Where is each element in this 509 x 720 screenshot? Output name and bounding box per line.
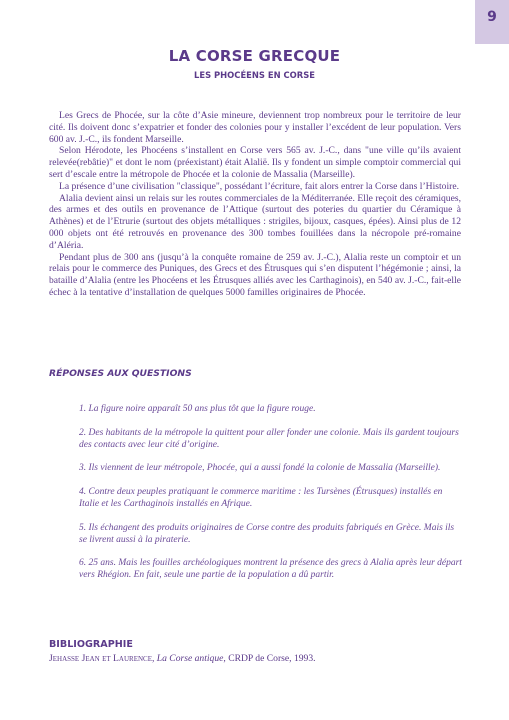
page-title: LA CORSE GRECQUE (168, 47, 341, 65)
answer-item: 6. 25 ans. Mais les fouilles archéologiques montrent la présence des grecs à Alalia après leur départ vers Rhégion. En fait, seule une partie de la population a dû partir. (79, 558, 462, 581)
answer-item: 2. Des habitants de la métropole la quittent pour aller fonder une colonie. Mais ils gardent toujours des contacts avec leur cité d’origine. (79, 427, 459, 450)
paragraph: Pendant plus de 300 ans (jusqu’à la conquête romaine de 259 av. J.-C.), Alalia reste un comptoir et un relais pour le commerce des Puniques, des Grecs et des Étrusques qui s’en disputent l’hégémonie ; ainsi, la bataille d’Alalia (entre les Phocéens et les Étrusques alliés avec les Carthaginois), en 540 av. J.-C., fait-elle échec à la tentative d’installation de quelques 5000 familles originaires de Phocée. (49, 251, 461, 298)
bibliography-authors: Jehasse Jean et Laurence (49, 653, 152, 664)
page-number-tab (475, 0, 509, 44)
answers-heading: RÉPONSES AUX QUESTIONS (49, 368, 192, 379)
paragraph: La présence d’une civilisation "classique", possédant l’écriture, fait alors entrer la Corse dans l’Histoire. (59, 180, 459, 192)
answers-list (79, 404, 462, 594)
bibliography-separator: , (151, 653, 157, 664)
paragraph: Alalia devient ainsi un relais sur les routes commerciales de la Méditerranée. Elle reçoit des céramiques, des armes et des outils en provenance de l’Attique (surtout des poteries du quartier du Céramique à Athènes) et de l’Etrurie (surtout des objets métalliques : strigiles, bijoux, casques, épées). Ainsi plus de 12 000 objets ont été retrouvés en provenance des 300 tombes fouillées dans la nécropole pré-romaine d’Aléria. (49, 192, 461, 251)
page-subtitle: LES PHOCÉENS EN CORSE (194, 70, 315, 80)
answer-item: 3. Ils viennent de leur métropole, Phocée, qui a aussi fondé la colonie de Massalia (Marseille). (79, 463, 441, 474)
paragraph: Les Grecs de Phocée, sur la côte d’Asie mineure, deviennent trop nombreux pour le territoire de leur cité. Ils doivent donc s’expatrier et fonder des colonies pour y installer l’excédent de leur population. Vers 600 av. J.-C., ils fondent Marseille. (49, 110, 461, 145)
answer-item: 4. Contre deux peuples pratiquant le commerce maritime : les Tursènes (Étrusques) installés en Italie et les Carthaginois installés en Afrique. (79, 487, 443, 509)
body-text (49, 110, 461, 299)
answer-item: 5. Ils échangent des produits originaires de Corse contre des produits fabriqués en Grèce. Mais ils se livrent aussi à la piraterie. (79, 522, 455, 545)
answer-item: 1. La figure noire apparaît 50 ans plus tôt que la figure rouge. (79, 404, 316, 414)
page-number: 9 (487, 9, 497, 25)
paragraph: Selon Hérodote, les Phocéens s’installent en Corse vers 565 av. J.-C., dans "une ville qu’ils avaient relevée(rebâtie)" et dont le nom (préexistant) était Alalië. Ils y fondent un simple comptoir commercial qui sert d’escale entre la métropole de Phocée et la colonie de Massalia (Marseille). (49, 145, 461, 180)
bibliography-entry (49, 653, 316, 664)
bibliography-title: La Corse antique (156, 653, 224, 664)
bibliography-details: , CRDP de Corse, 1993. (223, 653, 316, 664)
bibliography-heading: BIBLIOGRAPHIE (49, 639, 133, 650)
